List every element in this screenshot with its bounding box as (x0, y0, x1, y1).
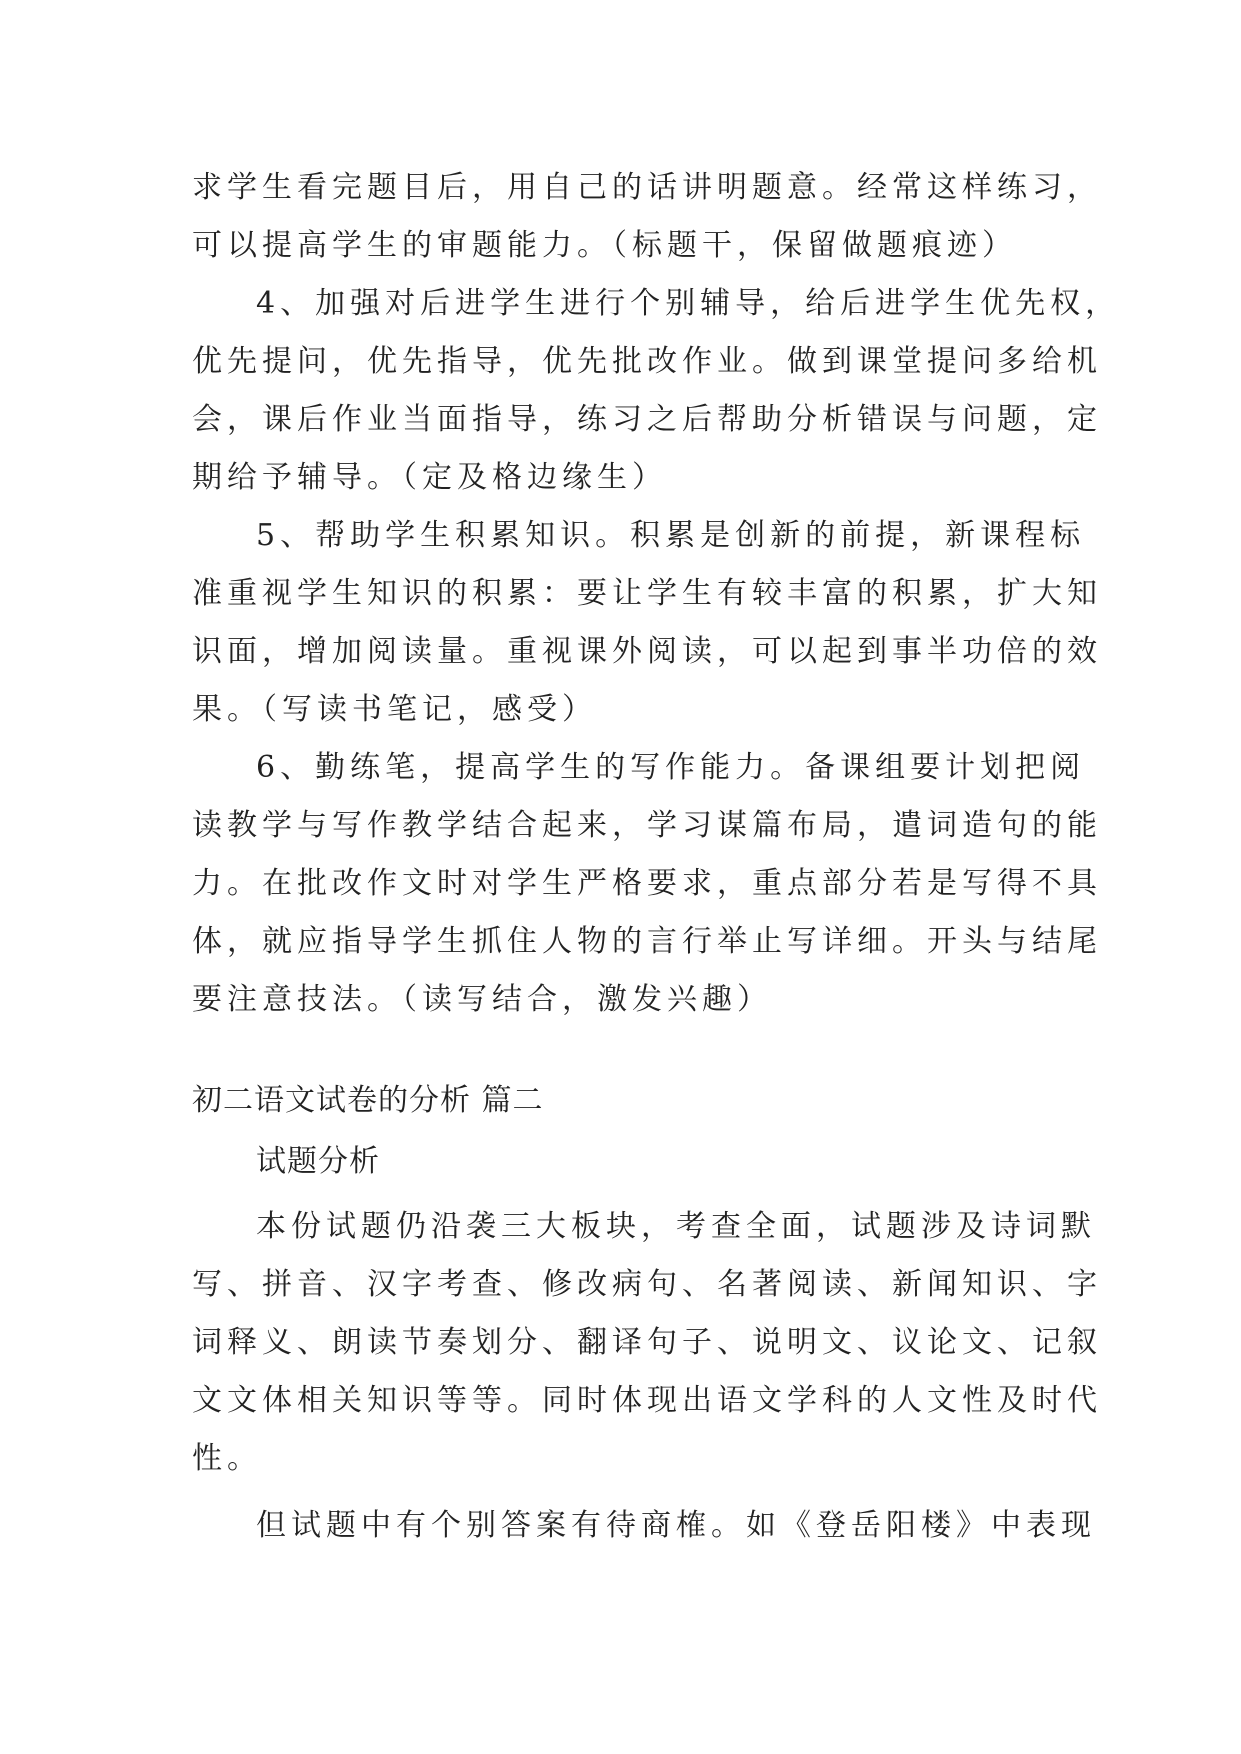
text-line: 但试题中有个别答案有待商榷。如《登岳阳楼》中表现 (256, 1508, 1096, 1543)
text-line: 体，就应指导学生抓住人物的言行举止写详细。开头与结尾 (192, 924, 1102, 959)
text-line: 要注意技法。（读写结合，激发兴趣） (192, 982, 772, 1017)
section-heading: 初二语文试卷的分析 篇二 (192, 1083, 544, 1118)
text-line: 4、加强对后进学生进行个别辅导，给后进学生优先权， (256, 286, 1121, 321)
text-line: 6、勤练笔，提高学生的写作能力。备课组要计划把阅 (256, 750, 1086, 785)
text-line: 准重视学生知识的积累：要让学生有较丰富的积累，扩大知 (192, 576, 1102, 611)
text-line: 写、拼音、汉字考查、修改病句、名著阅读、新闻知识、字 (192, 1267, 1102, 1302)
text-line: 词释义、朗读节奏划分、翻译句子、说明文、议论文、记叙 (192, 1325, 1102, 1360)
text-line: 读教学与写作教学结合起来，学习谋篇布局，遣词造句的能 (192, 808, 1102, 843)
text-line: 会，课后作业当面指导，练习之后帮助分析错误与问题，定 (192, 402, 1102, 437)
text-line: 5、帮助学生积累知识。积累是创新的前提，新课程标 (256, 518, 1086, 553)
text-line: 性。 (192, 1441, 262, 1476)
text-line: 文文体相关知识等等。同时体现出语文学科的人文性及时代 (192, 1383, 1102, 1418)
text-line: 优先提问，优先指导，优先批改作业。做到课堂提问多给机 (192, 344, 1102, 379)
subsection-heading: 试题分析 (256, 1144, 380, 1179)
text-line: 可以提高学生的审题能力。（标题干，保留做题痕迹） (192, 228, 1017, 263)
text-line: 本份试题仍沿袭三大板块，考查全面，试题涉及诗词默 (256, 1209, 1096, 1244)
text-line: 识面，增加阅读量。重视课外阅读，可以起到事半功倍的效 (192, 634, 1102, 669)
text-line: 果。（写读书笔记，感受） (192, 692, 597, 727)
text-line: 期给予辅导。（定及格边缘生） (192, 460, 667, 495)
text-line: 求学生看完题目后，用自己的话讲明题意。经常这样练习， (192, 170, 1102, 205)
text-line: 力。在批改作文时对学生严格要求，重点部分若是写得不具 (192, 866, 1102, 901)
